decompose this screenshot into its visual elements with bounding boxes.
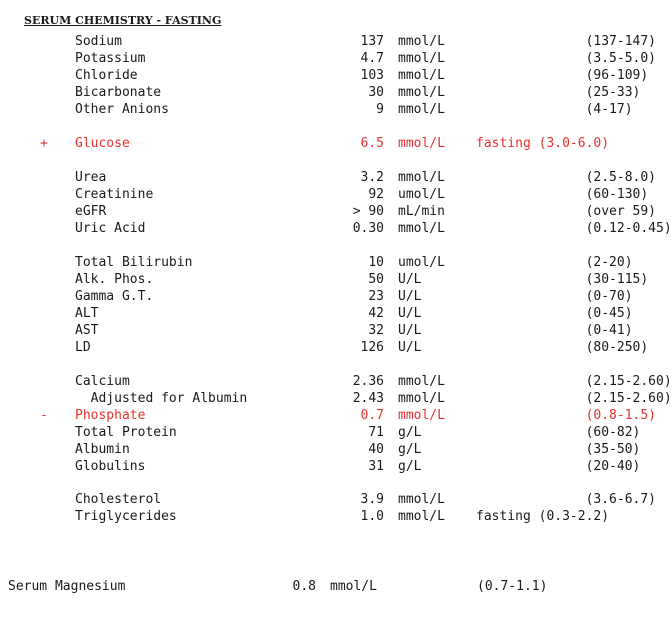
- result-flag: +: [40, 136, 48, 151]
- test-range: (137-147): [476, 34, 657, 49]
- test-name: Alk. Phos.: [75, 272, 154, 287]
- result-row: [0, 50, 672, 67]
- result-row: [0, 458, 672, 475]
- test-value: 9: [376, 102, 384, 117]
- test-name: LD: [75, 340, 91, 355]
- test-unit: g/L: [398, 425, 422, 440]
- test-range: (25-33): [476, 85, 641, 100]
- test-name: Total Protein: [75, 425, 177, 440]
- result-row: [0, 84, 672, 101]
- test-value: 23: [368, 289, 384, 304]
- test-value: 40: [368, 442, 384, 457]
- result-row: [0, 220, 672, 237]
- result-row: [0, 288, 672, 305]
- test-value: 3.2: [360, 170, 384, 185]
- result-flag: -: [40, 408, 48, 423]
- test-name: Creatinine: [75, 187, 154, 202]
- test-range: (96-109): [476, 68, 649, 83]
- test-value: 1.0: [360, 509, 384, 524]
- test-unit: U/L: [398, 323, 422, 338]
- test-unit: mmol/L: [398, 221, 445, 236]
- result-row: [0, 101, 672, 118]
- test-name: Glucose: [75, 136, 130, 151]
- test-value: 126: [360, 340, 384, 355]
- test-name: Chloride: [75, 68, 138, 83]
- test-range: (0.8-1.5): [476, 408, 657, 423]
- test-value: 42: [368, 306, 384, 321]
- test-unit: mmol/L: [398, 136, 445, 151]
- test-value: 10: [368, 255, 384, 270]
- test-value: 3.9: [360, 492, 384, 507]
- test-value: 0.30: [352, 221, 384, 236]
- result-row: [0, 441, 672, 458]
- test-range: (60-130): [476, 187, 649, 202]
- test-value: 50: [368, 272, 384, 287]
- test-range: (2.5-8.0): [476, 170, 657, 185]
- result-row: [0, 203, 672, 220]
- test-value: 30: [368, 85, 384, 100]
- test-range: (3.5-5.0): [476, 51, 657, 66]
- test-unit: mmol/L: [398, 102, 445, 117]
- result-row: [0, 491, 672, 508]
- test-name: Triglycerides: [75, 509, 177, 524]
- result-row: [0, 373, 672, 390]
- test-name: Other Anions: [75, 102, 169, 117]
- test-unit: mmol/L: [398, 85, 445, 100]
- test-unit: mmol/L: [398, 374, 445, 389]
- test-name: Total Bilirubin: [75, 255, 193, 270]
- test-unit: mmol/L: [398, 34, 445, 49]
- result-row: [0, 67, 672, 84]
- test-name: Calcium: [75, 374, 130, 389]
- test-unit: umol/L: [398, 255, 445, 270]
- result-row: [0, 322, 672, 339]
- test-name: Adjusted for Albumin: [75, 391, 248, 406]
- test-range: (2.15-2.60): [476, 374, 672, 389]
- test-value: 137: [360, 34, 384, 49]
- test-range: fasting (0.3-2.2): [476, 509, 610, 524]
- test-name: Globulins: [75, 459, 146, 474]
- result-row: [0, 407, 672, 424]
- test-range: (0.7-1.1): [477, 579, 548, 594]
- test-name: eGFR: [75, 204, 107, 219]
- test-value: 92: [368, 187, 384, 202]
- test-unit: U/L: [398, 306, 422, 321]
- test-unit: mmol/L: [398, 68, 445, 83]
- test-range: (20-40): [476, 459, 641, 474]
- test-range: (2.15-2.60): [476, 391, 672, 406]
- result-row: [0, 271, 672, 288]
- result-row: [0, 339, 672, 356]
- test-range: (30-115): [476, 272, 649, 287]
- test-unit: mL/min: [398, 204, 445, 219]
- test-unit: mmol/L: [398, 170, 445, 185]
- result-row: [0, 508, 672, 525]
- test-unit: mmol/L: [398, 408, 445, 423]
- test-range: (60-82): [476, 425, 641, 440]
- test-value: 103: [360, 68, 384, 83]
- test-range: (4-17): [476, 102, 633, 117]
- test-name: Serum Magnesium: [8, 579, 126, 594]
- test-range: (2-20): [476, 255, 633, 270]
- test-name: Phosphate: [75, 408, 146, 423]
- test-range: (35-50): [476, 442, 641, 457]
- result-row: [0, 135, 672, 152]
- result-row: [0, 254, 672, 271]
- test-value: > 90: [352, 204, 384, 219]
- test-range: fasting (3.0-6.0): [476, 136, 610, 151]
- test-value: 32: [368, 323, 384, 338]
- test-range: (3.6-6.7): [476, 492, 657, 507]
- test-unit: U/L: [398, 340, 422, 355]
- result-row: [0, 169, 672, 186]
- test-name: Gamma G.T.: [75, 289, 154, 304]
- test-value: 2.36: [352, 374, 384, 389]
- test-name: Bicarbonate: [75, 85, 162, 100]
- test-name: Cholesterol: [75, 492, 162, 507]
- test-unit: g/L: [398, 459, 422, 474]
- test-name: Uric Acid: [75, 221, 146, 236]
- test-name: AST: [75, 323, 99, 338]
- result-row: [0, 33, 672, 50]
- test-range: (0-45): [476, 306, 633, 321]
- test-name: Sodium: [75, 34, 122, 49]
- test-value: 31: [368, 459, 384, 474]
- test-name: Albumin: [75, 442, 130, 457]
- test-unit: mmol/L: [398, 509, 445, 524]
- test-range: (0-70): [476, 289, 633, 304]
- test-name: ALT: [75, 306, 99, 321]
- test-value: 71: [368, 425, 384, 440]
- result-row: [0, 424, 672, 441]
- test-range: (over 59): [476, 204, 657, 219]
- test-unit: U/L: [398, 289, 422, 304]
- test-unit: mmol/L: [398, 391, 445, 406]
- test-unit: mmol/L: [398, 51, 445, 66]
- result-row: [0, 390, 672, 407]
- test-value: 4.7: [360, 51, 384, 66]
- test-unit: umol/L: [398, 187, 445, 202]
- test-unit: g/L: [398, 442, 422, 457]
- test-name: Potassium: [75, 51, 146, 66]
- test-range: (80-250): [476, 340, 649, 355]
- test-value: 0.7: [360, 408, 384, 423]
- test-unit: U/L: [398, 272, 422, 287]
- test-value: 0.8: [292, 579, 316, 594]
- result-row: [0, 186, 672, 203]
- test-range: (0-41): [476, 323, 633, 338]
- test-value: 2.43: [352, 391, 384, 406]
- test-value: 6.5: [360, 136, 384, 151]
- magnesium-row: [0, 578, 672, 595]
- test-unit: mmol/L: [330, 579, 377, 594]
- result-row: [0, 305, 672, 322]
- test-unit: mmol/L: [398, 492, 445, 507]
- test-range: (0.12-0.45): [476, 221, 672, 236]
- section-heading: SERUM CHEMISTRY - FASTING: [24, 14, 222, 27]
- test-name: Urea: [75, 170, 107, 185]
